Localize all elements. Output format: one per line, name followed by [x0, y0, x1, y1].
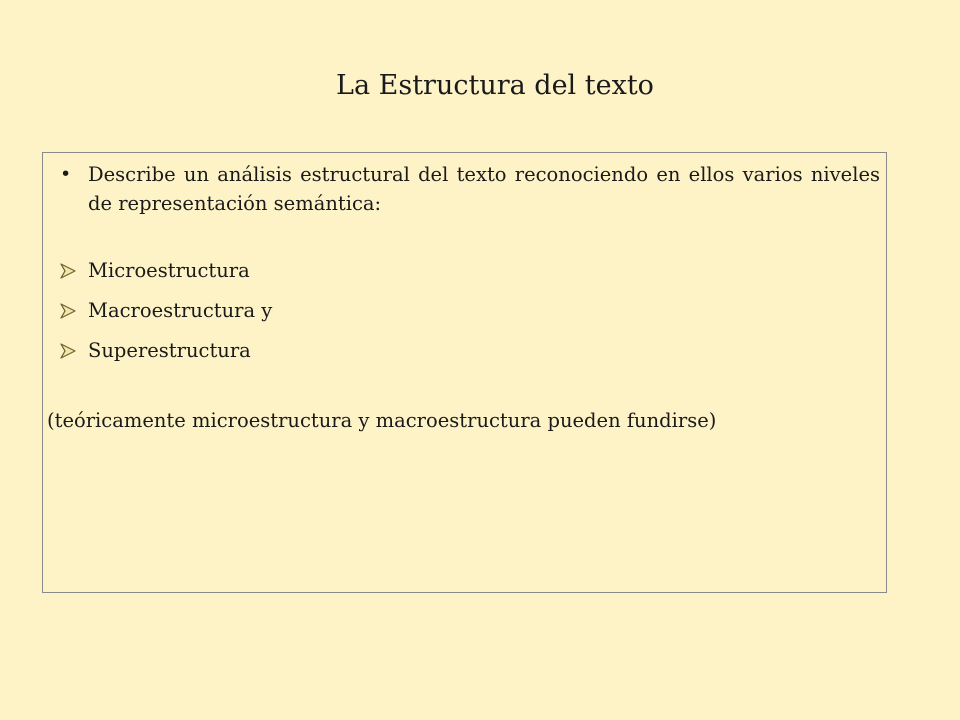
bullet-text: Describe un análisis estructural del texto reconociendo en ellos varios niveles de representación semántica:	[88, 163, 880, 215]
list-item	[60, 297, 272, 337]
list-item	[60, 257, 272, 297]
bullet-dot-icon: •	[60, 163, 72, 185]
slide-title: La Estructura del texto	[336, 70, 654, 101]
list-item-label: Superestructura	[88, 339, 251, 362]
bullet-paragraph	[60, 160, 880, 218]
content-box	[42, 152, 887, 593]
list-item	[60, 337, 272, 377]
arrow-bullet-icon	[60, 343, 76, 359]
list-item-label: Macroestructura y	[88, 299, 273, 322]
arrow-bullet-icon	[60, 263, 76, 279]
sub-list	[60, 257, 272, 377]
arrow-bullet-icon	[60, 303, 76, 319]
list-item-label: Microestructura	[88, 259, 250, 282]
note-text: (teóricamente microestructura y macroestructura pueden fundirse)	[47, 409, 717, 432]
